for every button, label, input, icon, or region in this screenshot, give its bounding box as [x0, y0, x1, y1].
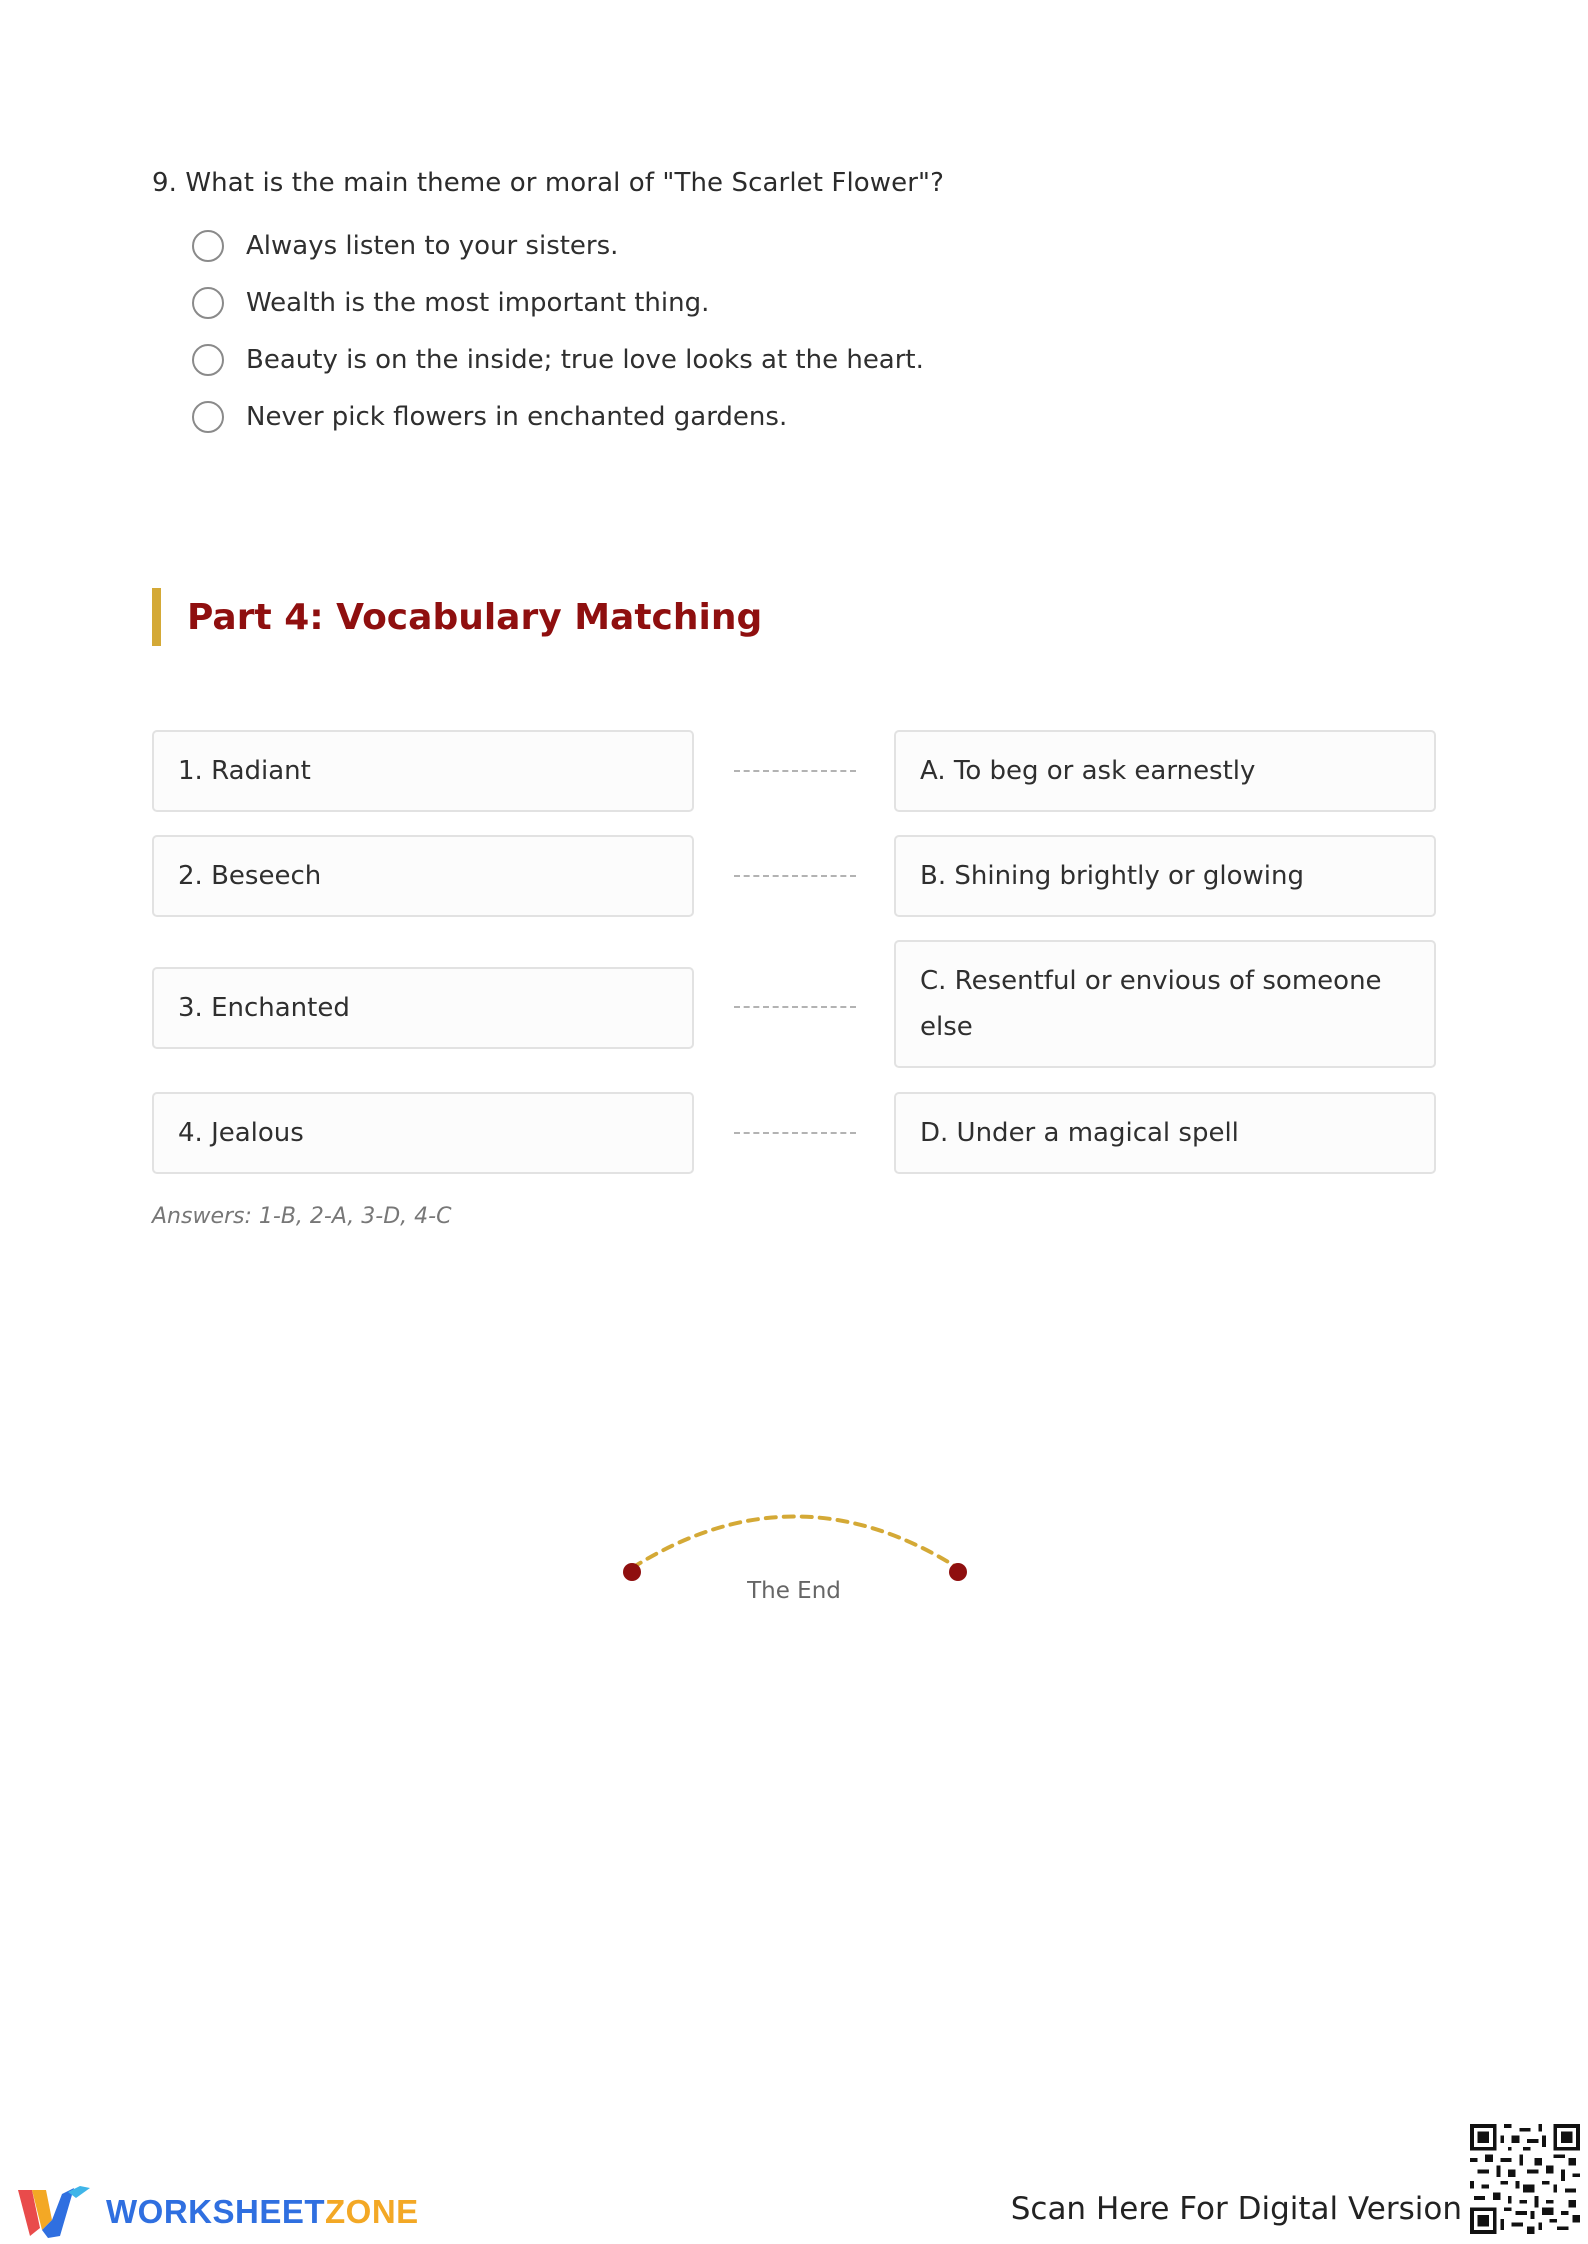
brand-name-part2: ZONE [325, 2193, 419, 2230]
connector-line [734, 1132, 856, 1134]
radio-button[interactable] [192, 401, 224, 433]
term-box[interactable] [152, 835, 694, 917]
connector-line [734, 875, 856, 877]
connector-line [734, 770, 856, 772]
option-label: Wealth is the most important thing. [246, 288, 710, 318]
worksheetzone-logo-icon [16, 2184, 96, 2240]
term-box[interactable] [152, 967, 694, 1049]
brand-logo[interactable] [16, 2184, 419, 2240]
question-text: 9. What is the main theme or moral of "The Scarlet Flower"? [152, 168, 945, 198]
radio-button[interactable] [192, 287, 224, 319]
term-label: 4. Jealous [178, 1118, 304, 1148]
matching-row [152, 835, 1436, 917]
radio-button[interactable] [192, 344, 224, 376]
brand-name-part1: WORKSHEET [106, 2193, 325, 2230]
definition-label: B. Shining brightly or glowing [920, 861, 1304, 891]
section-title: Part 4: Vocabulary Matching [187, 596, 763, 638]
matching-row [152, 940, 1436, 1068]
matching-row [152, 730, 1436, 812]
section-accent-bar [152, 588, 161, 646]
option-label: Never pick flowers in enchanted gardens. [246, 402, 788, 432]
definition-box[interactable] [894, 835, 1436, 917]
definition-box[interactable] [894, 730, 1436, 812]
section-heading [152, 588, 762, 646]
answer-key: Answers: 1-B, 2-A, 3-D, 4-C [152, 1204, 452, 1229]
answer-options [192, 227, 924, 455]
definition-box[interactable] [894, 940, 1436, 1068]
connector-line [734, 1006, 856, 1008]
definition-label: D. Under a magical spell [920, 1118, 1239, 1148]
term-label: 3. Enchanted [178, 993, 350, 1023]
definition-box[interactable] [894, 1092, 1436, 1174]
option-4[interactable] [192, 398, 924, 436]
option-2[interactable] [192, 284, 924, 322]
option-3[interactable] [192, 341, 924, 379]
term-box[interactable] [152, 730, 694, 812]
term-box[interactable] [152, 1092, 694, 1174]
scan-instruction: Scan Here For Digital Version [1010, 2191, 1462, 2227]
end-dot-right [949, 1563, 967, 1581]
matching-row [152, 1092, 1436, 1174]
option-1[interactable] [192, 227, 924, 265]
definition-label: C. Resentful or envious of someone else [920, 966, 1382, 1042]
radio-button[interactable] [192, 230, 224, 262]
option-label: Beauty is on the inside; true love looks at the heart. [246, 345, 924, 375]
definition-label: A. To beg or ask earnestly [920, 756, 1256, 786]
the-end-arc-icon [610, 1490, 980, 1590]
option-label: Always listen to your sisters. [246, 231, 619, 261]
term-label: 2. Beseech [178, 861, 322, 891]
qr-code-icon[interactable] [1470, 2124, 1580, 2234]
end-dot-left [623, 1563, 641, 1581]
the-end-label: The End [747, 1578, 841, 1604]
term-label: 1. Radiant [178, 756, 311, 786]
